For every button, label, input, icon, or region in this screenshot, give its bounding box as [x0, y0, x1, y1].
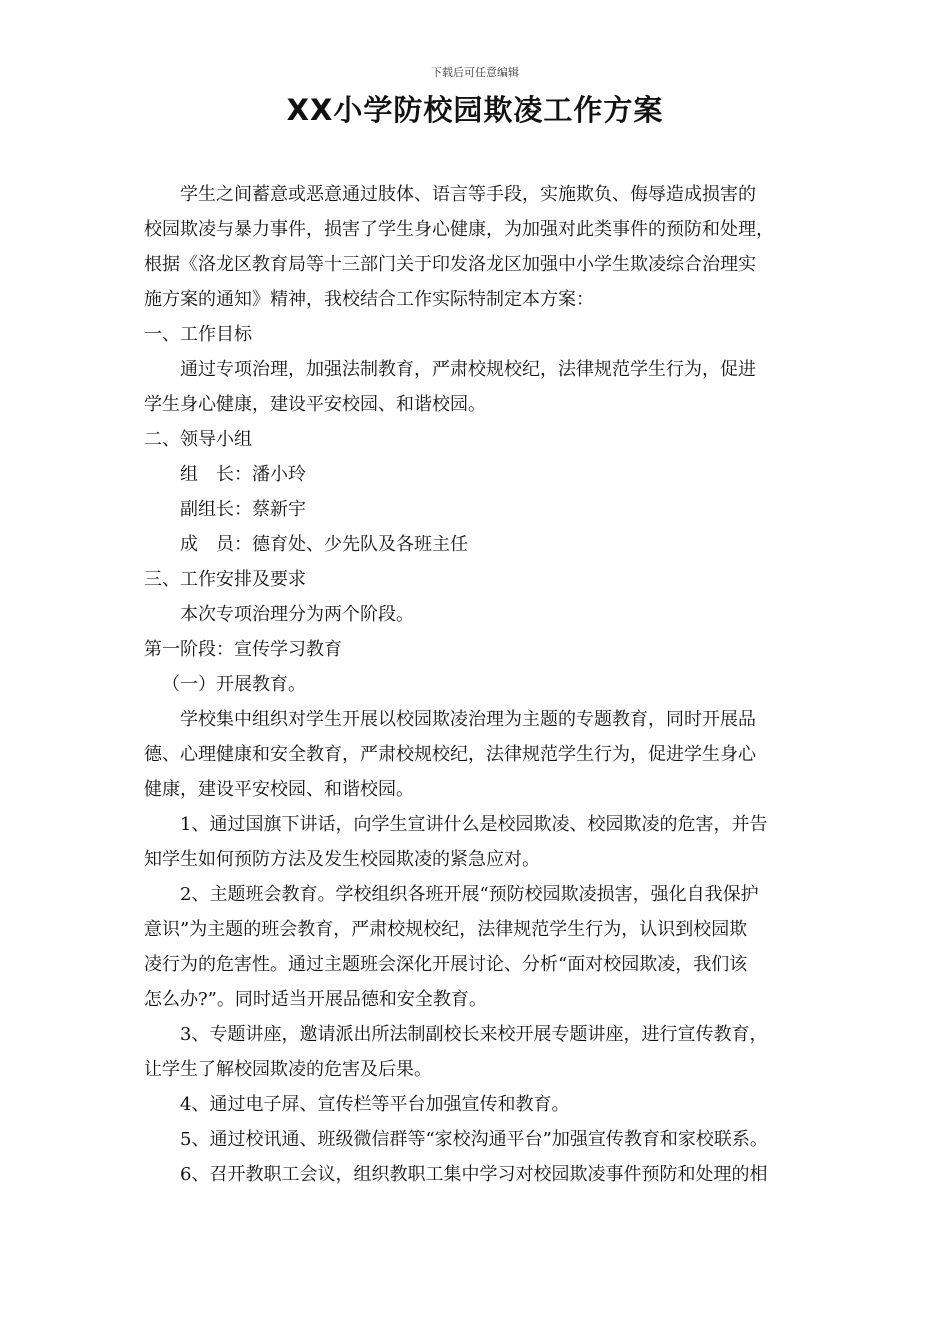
text-line: 凌行为的危害性。通过主题班会深化开展讨论、分析“面对校园欺凌，我们该	[144, 954, 748, 975]
text-line: 健康，建设平安校园、和谐校园。	[144, 779, 414, 800]
text-line: 意识”为主题的班会教育，严肃校规校纪，法律规范学生行为，认识到校园欺	[144, 919, 748, 940]
text-line: 2、主题班会教育。学校组织各班开展“预防校园欺凌损害，强化自我保护	[180, 884, 759, 905]
text-line: 5、通过校讯通、班级微信群等“家校沟通平台”加强宣传教育和家校联系。	[180, 1129, 768, 1150]
document-body	[144, 177, 816, 1192]
text-line: 学校集中组织对学生开展以校园欺凌治理为主题的专题教育，同时开展品	[180, 709, 756, 730]
text-line: 知学生如何预防方法及发生校园欺凌的紧急应对。	[144, 849, 540, 870]
text-line: 1、通过国旗下讲话，向学生宣讲什么是校园欺凌、校园欺凌的危害，并告	[180, 814, 768, 835]
text-line: 4、通过电子屏、宣传栏等平台加强宣传和教育。	[180, 1094, 570, 1115]
text-line: 3、专题讲座，邀请派出所法制副校长来校开展专题讲座，进行宣传教育，	[180, 1024, 768, 1045]
text-line: 6、召开教职工会议，组织教职工集中学习对校园欺凌事件预防和处理的相	[180, 1164, 768, 1185]
text-line: 学生之间蓄意或恶意通过肢体、语言等手段，实施欺负、侮辱造成损害的	[180, 184, 756, 205]
text-line: （一）开展教育。	[162, 674, 306, 695]
text-line: 本次专项治理分为两个阶段。	[180, 604, 414, 625]
text-line: 副组长：蔡新宇	[180, 499, 306, 520]
text-line: 施方案的通知》精神，我校结合工作实际特制定本方案：	[144, 289, 594, 310]
header-note: 下载后可任意编辑	[431, 66, 519, 79]
document-title: XX小学防校园欺凌工作方案	[286, 93, 664, 127]
text-line: 组 长：潘小玲	[180, 464, 306, 485]
text-line: 第一阶段：宣传学习教育	[144, 639, 342, 660]
text-line: 根据《洛龙区教育局等十三部门关于印发洛龙区加强中小学生欺凌综合治理实	[144, 254, 756, 275]
text-line: 怎么办?”。同时适当开展品德和安全教育。	[144, 989, 487, 1010]
text-line: 学生身心健康，建设平安校园、和谐校园。	[144, 394, 486, 415]
text-line: 让学生了解校园欺凌的危害及后果。	[144, 1059, 432, 1080]
text-line: 成 员：德育处、少先队及各班主任	[180, 534, 468, 555]
text-line: 一、工作目标	[144, 324, 252, 345]
text-line: 校园欺凌与暴力事件，损害了学生身心健康，为加强对此类事件的预防和处理，	[144, 219, 774, 240]
text-line: 德、心理健康和安全教育，严肃校规校纪，法律规范学生行为，促进学生身心	[144, 744, 756, 765]
text-line: 二、领导小组	[144, 429, 252, 450]
text-line: 通过专项治理，加强法制教育，严肃校规校纪，法律规范学生行为，促进	[180, 359, 756, 380]
text-line: 三、工作安排及要求	[144, 569, 306, 590]
